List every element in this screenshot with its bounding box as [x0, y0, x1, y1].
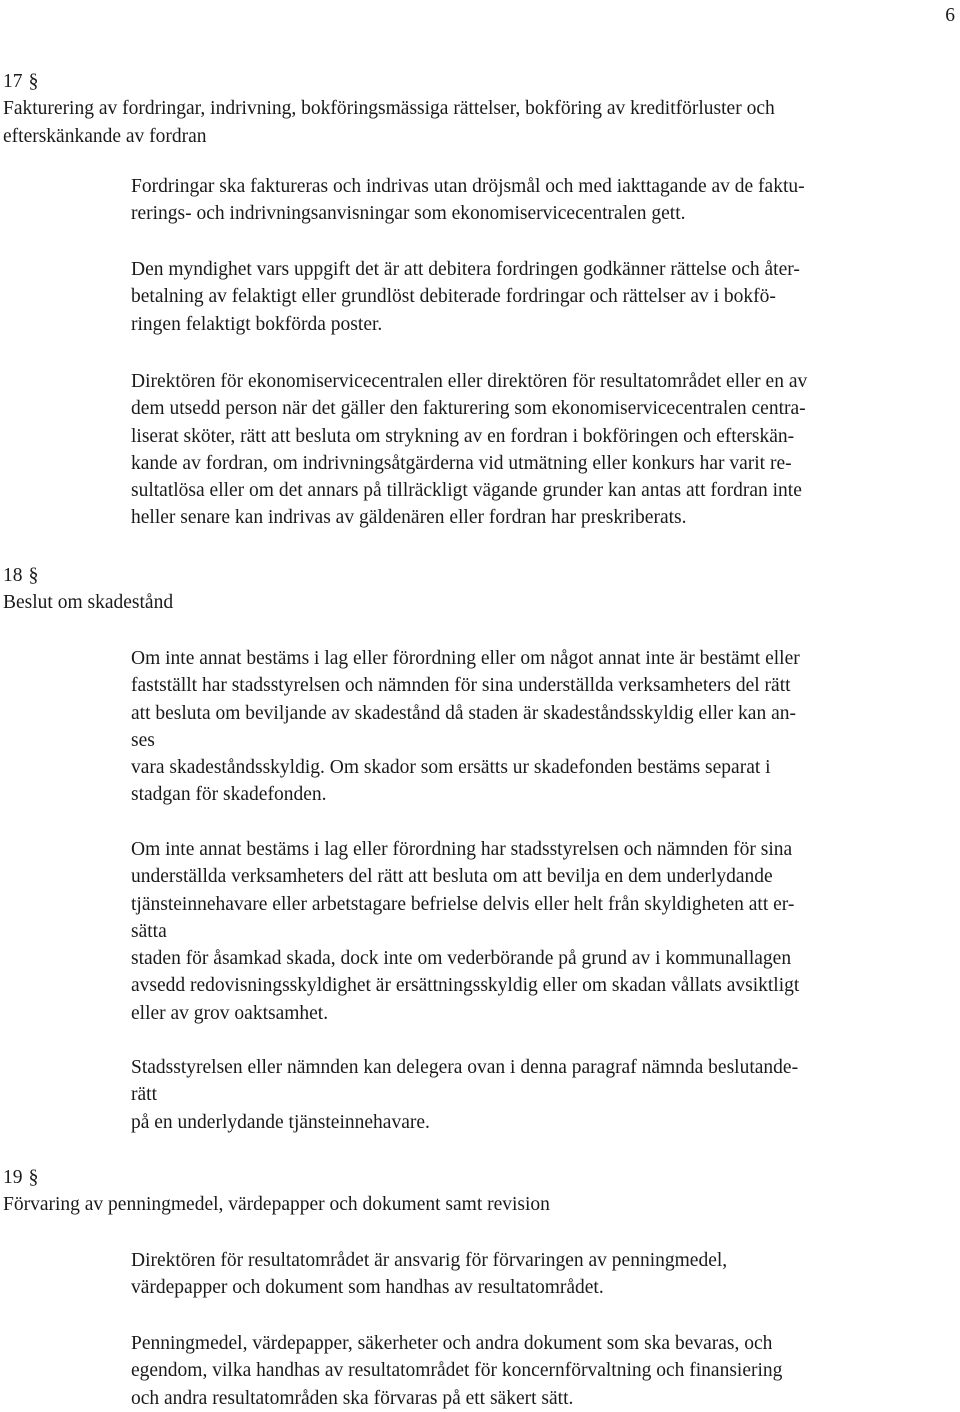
- paragraph: Penningmedel, värdepapper, säkerheter och andra dokument som ska bevaras, och egendom, vilka handhas av resultatområdet för koncernförvaltning och finansiering och andra resultatområden ska förvaras på ett säkert sätt.: [131, 1333, 783, 1409]
- section-title-line: Fakturering av fordringar, indrivning, bokföringsmässiga rättelser, bokföring av kreditförluster och: [3, 98, 775, 120]
- section-number: 18 §: [3, 562, 953, 589]
- paragraph: Direktören för resultatområdet är ansvarig för förvaringen av penningmedel, värdepapper och dokument som handhas av resultatområdet.: [131, 1250, 728, 1299]
- paragraph: Om inte annat bestäms i lag eller förordning har stadsstyrelsen och nämnden för sina underställda verksamheters del rätt att besluta om att bevilja en dem underlydande tjänsteinnehavare eller arbetstagare befrielse delvis eller helt från skyldigheten att er- sätta staden för åsamkad skada, dock inte om vederbörande på grund av i kommunallagen avsedd redovisningsskyldighet är ersättningsskyldig eller om skadan vållats avsiktligt eller av grov oaktsamhet.: [131, 839, 800, 1024]
- section-number: 19 §: [3, 1164, 953, 1191]
- paragraph: Stadsstyrelsen eller nämnden kan delegera ovan i denna paragraf nämnda beslutande- rätt på en underlydande tjänsteinnehavare.: [131, 1057, 799, 1133]
- page-number: 6: [945, 5, 955, 26]
- section-heading-17: [3, 68, 953, 150]
- section-number: 17 §: [3, 68, 953, 95]
- section-heading-19: [3, 1164, 953, 1219]
- section-heading-18: [3, 562, 953, 617]
- paragraph: Den myndighet vars uppgift det är att debitera fordringen godkänner rättelse och åter- betalning av felaktigt eller grundlöst debiterade fordringar och rättelser av i bokfö- ringen felaktigt bokförda poster.: [131, 259, 800, 335]
- section-title-line: Beslut om skadestånd: [3, 592, 174, 614]
- section-title-line: efterskänkande av fordran: [3, 125, 207, 147]
- section-sign: §: [28, 564, 39, 586]
- section-sign: §: [28, 1166, 39, 1188]
- paragraph: Direktören för ekonomiservicecentralen eller direktören för resultatområdet eller en av dem utsedd person när det gäller den fakturering som ekonomiservicecentralen centra- liserat sköter, rätt att besluta om strykning av en fordran i bokföringen och efterskän- kande av fordran, om indrivningsåtgärderna vid utmätning eller konkurs har varit re- sultatlösa eller om det annars på tillräckligt vägande grunder kan antas att fordran inte heller senare kan indrivas av gäldenären eller fordran har preskriberats.: [131, 371, 808, 529]
- paragraph: Om inte annat bestäms i lag eller förordning eller om något annat inte är bestämt eller fastställt har stadsstyrelsen och nämnden för sina underställda verksamheters del rätt att besluta om beviljande av skadestånd då staden är skadeståndsskyldig eller kan an- ses vara skadeståndsskyldig. Om skador som ersätts ur skadefonden bestäms separat i stadgan för skadefonden.: [131, 648, 800, 806]
- section-sign: §: [28, 70, 39, 92]
- section-title-line: Förvaring av penningmedel, värdepapper och dokument samt revision: [3, 1194, 550, 1216]
- paragraph: Fordringar ska faktureras och indrivas utan dröjsmål och med iakttagande av de faktu- rerings- och indrivningsanvisningar som ekonomiservicecentralen gett.: [131, 176, 805, 225]
